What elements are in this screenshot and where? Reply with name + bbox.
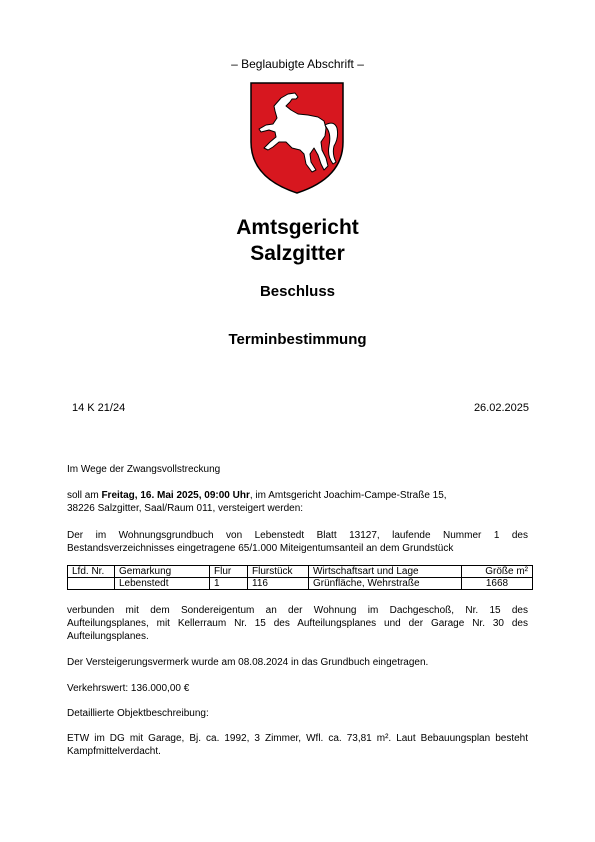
table-header-cell: Wirtschaftsart und Lage <box>309 566 462 578</box>
certified-copy-header: – Beglaubigte Abschrift – <box>231 57 364 71</box>
file-number: 14 K 21/24 <box>72 402 126 414</box>
auction-date-line2: 38226 Salzgitter, Saal/Raum 011, versteigert werden: <box>67 503 304 514</box>
table-header-cell: Flurstück <box>248 566 309 578</box>
table-cell: 1 <box>210 578 248 590</box>
lower-saxony-coat-of-arms-icon <box>248 80 346 196</box>
auction-text-b: , im Amtsgericht Joachim-Campe-Straße 15, <box>249 490 447 501</box>
auction-text-a: soll am <box>67 490 102 501</box>
special-property-line1: verbunden mit dem Sondereigentum an der Wohnung im Dachgeschoß, Nr. 15 des <box>67 605 528 616</box>
document-type: Beschluss <box>259 283 336 300</box>
court-name-line2: Salzgitter <box>250 242 345 265</box>
property-line2: Bestandsverzeichnisses eingetragene 65/1.000 Miteigentumsanteil an dem Grundstück <box>67 543 454 554</box>
property-paragraph <box>67 529 528 555</box>
special-property-paragraph <box>67 604 528 643</box>
auction-date-paragraph <box>67 489 528 515</box>
auction-date-bold: Freitag, 16. Mai 2025, 09:00 Uhr <box>101 490 250 501</box>
court-name-line1: Amtsgericht <box>236 216 359 239</box>
table-header-row <box>68 566 533 578</box>
special-property-line2: Aufteilungsplanes, mit Kellerraum Nr. 15 des Aufteilungsplanes und der Garage Nr. 30 des <box>67 618 528 629</box>
table-cell <box>68 578 115 590</box>
table-row <box>68 578 533 590</box>
property-table <box>67 565 533 590</box>
table-cell: Grünfläche, Wehrstraße <box>309 578 462 590</box>
table-cell: 1668 <box>462 578 533 590</box>
property-line1: Der im Wohnungsgrundbuch von Lebenstedt Blatt 13127, laufende Nummer 1 des <box>67 530 528 541</box>
auction-date-line1 <box>67 489 528 502</box>
description-heading: Detaillierte Objektbeschreibung: <box>67 708 209 719</box>
intro-paragraph: Im Wege der Zwangsvollstreckung <box>67 464 221 475</box>
registration-note: Der Versteigerungsvermerk wurde am 08.08.2024 in das Grundbuch eingetragen. <box>67 657 429 668</box>
document-date: 26.02.2025 <box>473 402 529 414</box>
object-description-line1: ETW im DG mit Garage, Bj. ca. 1992, 3 Zimmer, Wfl. ca. 73,81 m². Laut Bebauungsplan besteht <box>67 733 528 744</box>
object-description <box>67 732 528 758</box>
table-header-cell: Größe m² <box>462 566 533 578</box>
table-cell: 116 <box>248 578 309 590</box>
table-header-cell: Flur <box>210 566 248 578</box>
market-value: Verkehrswert: 136.000,00 € <box>67 683 190 694</box>
table-cell: Lebenstedt <box>115 578 210 590</box>
object-description-line2: Kampfmittelverdacht. <box>67 746 161 757</box>
special-property-line3: Aufteilungsplanes. <box>67 631 149 642</box>
table-header-cell: Lfd. Nr. <box>68 566 115 578</box>
document-subtitle: Terminbestimmung <box>228 331 367 348</box>
table-header-cell: Gemarkung <box>115 566 210 578</box>
